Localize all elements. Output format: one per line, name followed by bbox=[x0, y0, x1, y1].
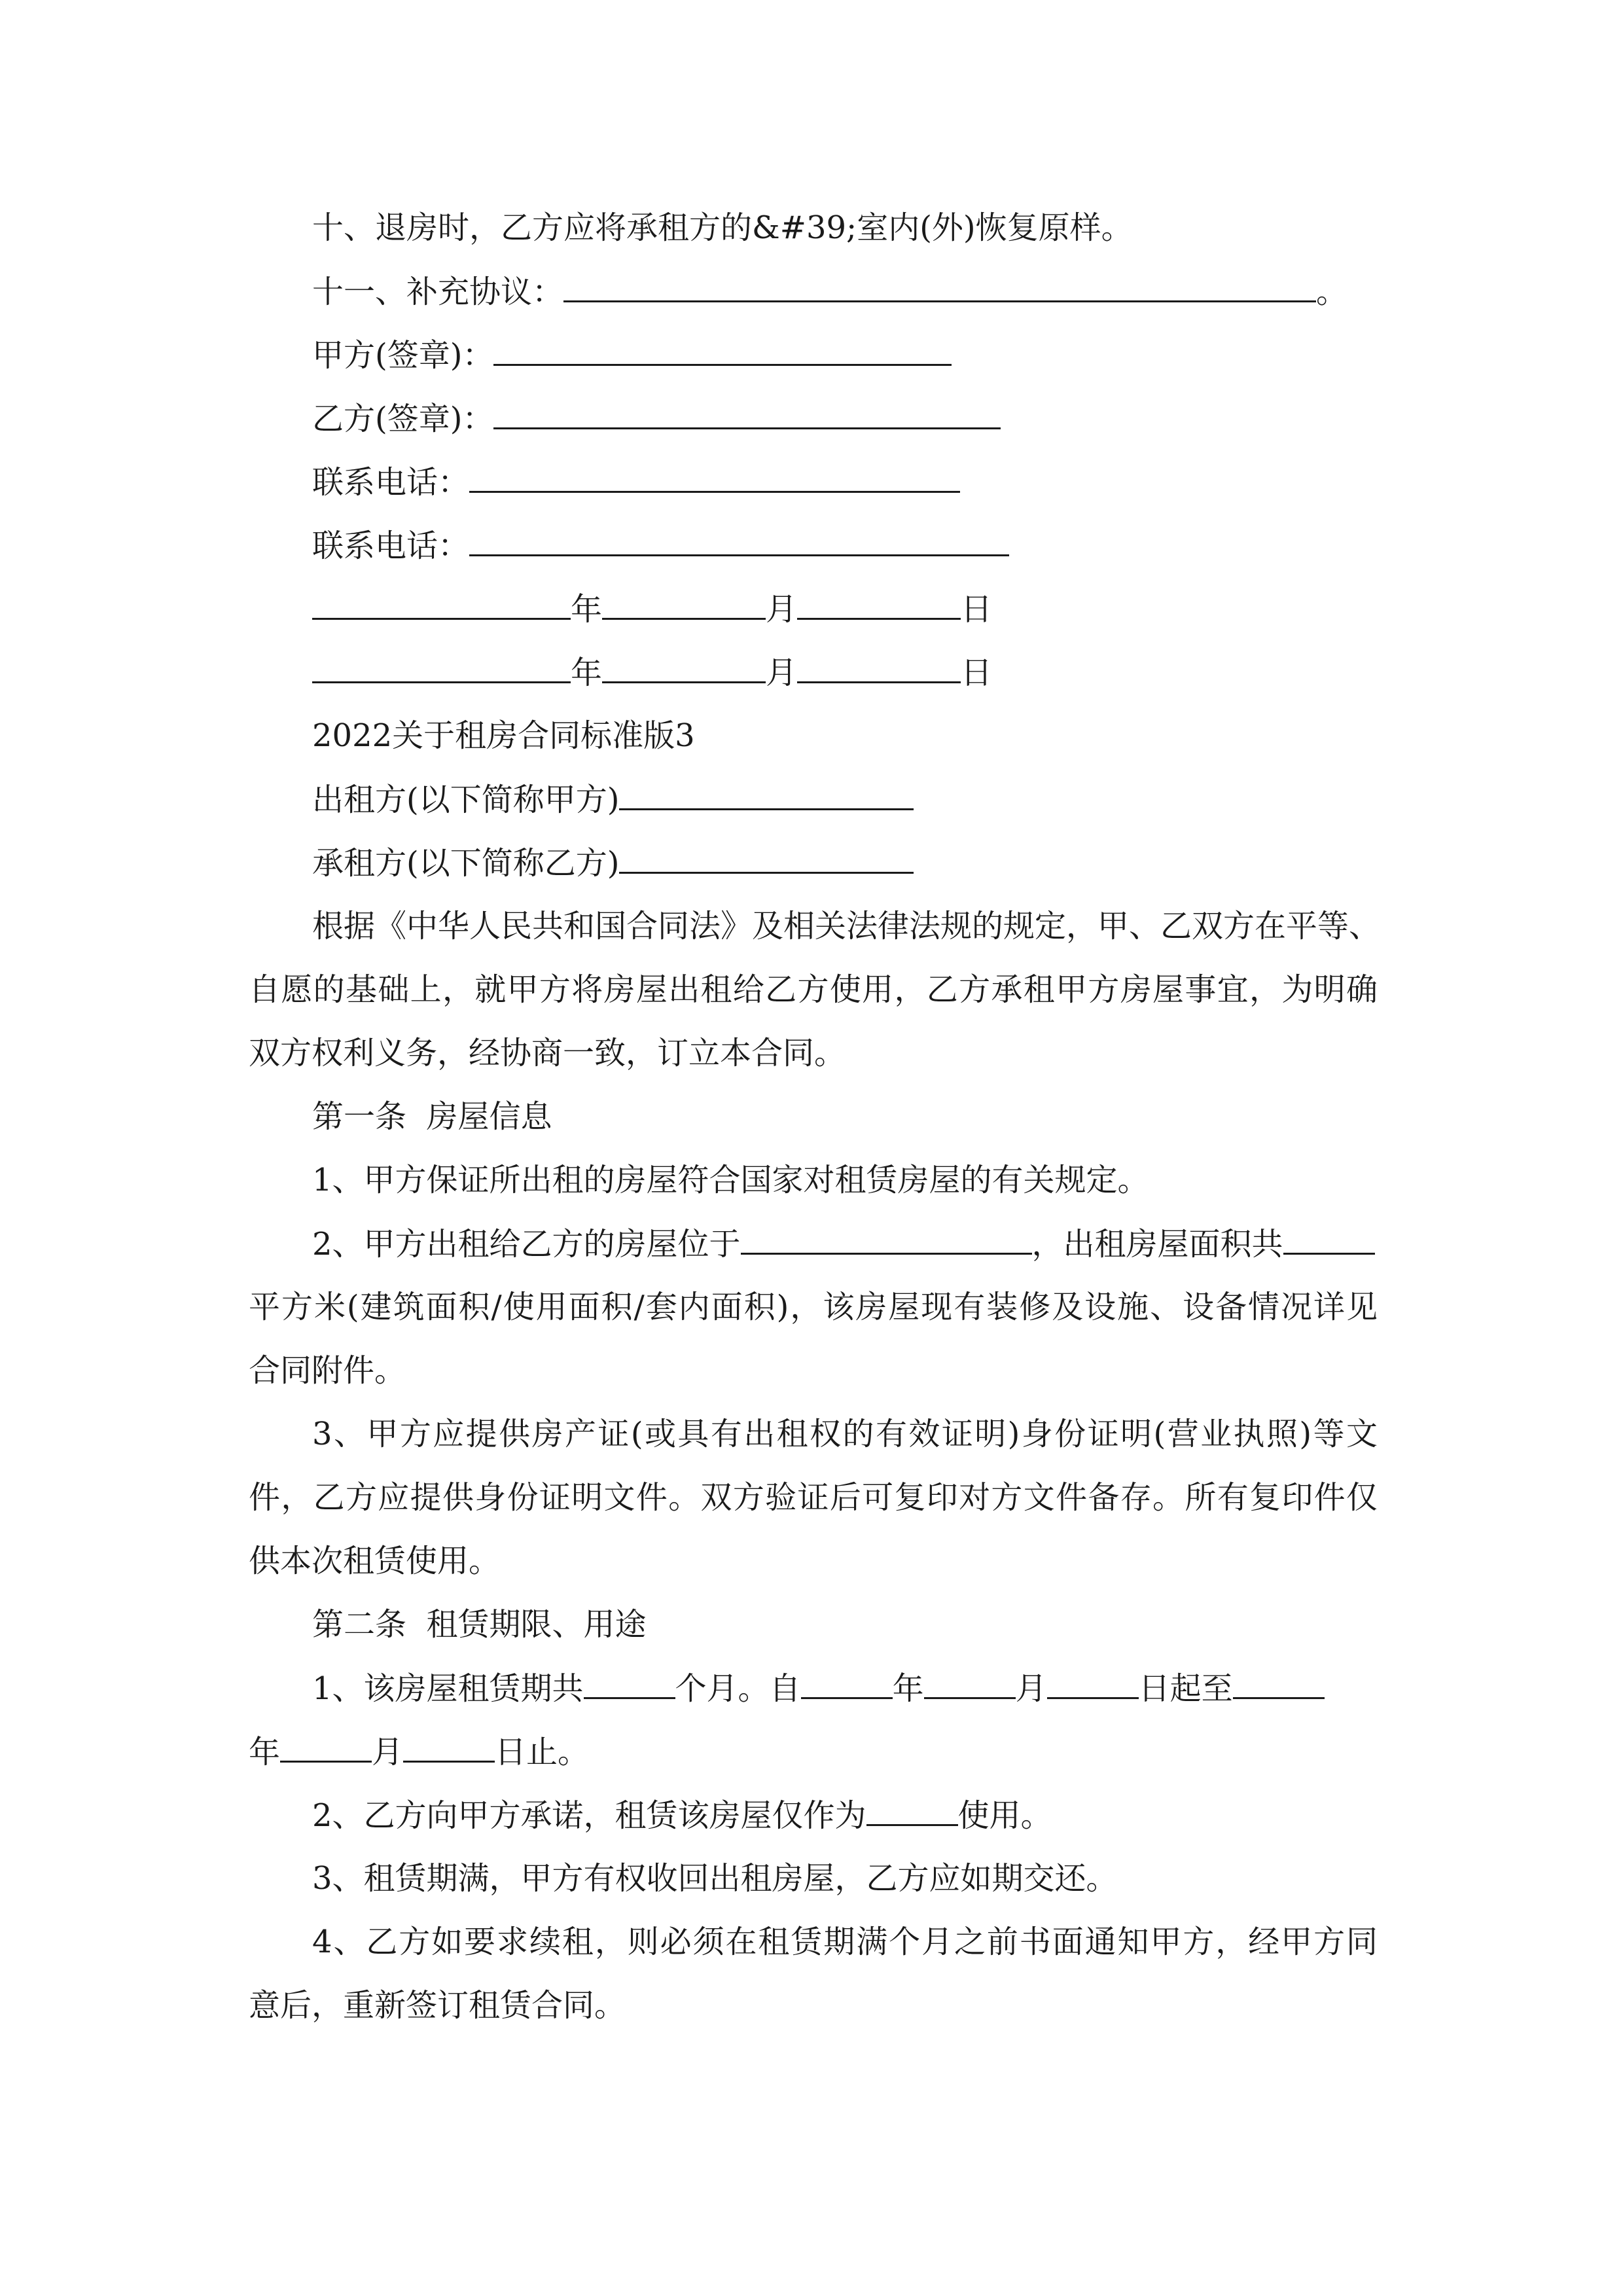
article-1-item-3-line-1: 3、甲方应提供房产证(或具有出租权的有效证明)身份证明(营业执照)等文 bbox=[312, 1416, 1378, 1452]
article-1-item-1: 1、甲方保证所出租的房屋符合国家对租赁房屋的有关规定。 bbox=[312, 1162, 1149, 1198]
lessee-blank[interactable] bbox=[619, 831, 914, 874]
article-2-item-2: 2、乙方向甲方承诺，租赁该房屋仅作为 使用。 bbox=[249, 1784, 1378, 1847]
date-line-2: 年 月 日 bbox=[249, 641, 1378, 704]
clause-11: 十一、补充协议： 。 bbox=[249, 260, 1378, 323]
clause-10: 十、退房时，乙方应将承租方的&#39;室内(外)恢复原样。 bbox=[312, 209, 1133, 246]
article-2-item-1-line-2: 年 月 日止。 bbox=[249, 1720, 1378, 1784]
article-2-item-4-line-2: 意后，重新签订租赁合同。 bbox=[249, 1987, 626, 2024]
phone-blank-1[interactable] bbox=[469, 450, 960, 493]
article-1-item-3-line-3: 供本次租赁使用。 bbox=[249, 1543, 501, 1579]
end-day-blank[interactable] bbox=[403, 1720, 495, 1763]
house-area-blank[interactable] bbox=[1283, 1212, 1375, 1255]
lessor-blank[interactable] bbox=[619, 768, 914, 810]
supplement-blank[interactable] bbox=[563, 260, 1316, 302]
article-2-title: 第二条 租赁期限、用途 bbox=[312, 1606, 647, 1643]
date-year-blank-1[interactable] bbox=[312, 577, 571, 620]
article-1-item-2-line-2: 平方米(建筑面积/使用面积/套内面积)，该房屋现有装修及设施、设备情况详见 bbox=[249, 1289, 1378, 1325]
date-line-1: 年 月 日 bbox=[249, 577, 1378, 641]
usage-blank[interactable] bbox=[866, 1784, 958, 1826]
article-2-item-3: 3、租赁期满，甲方有权收回出租房屋，乙方应如期交还。 bbox=[312, 1860, 1118, 1897]
date-day-blank-1[interactable] bbox=[797, 577, 961, 620]
article-1-title: 第一条 房屋信息 bbox=[312, 1098, 552, 1135]
party-b-signature-blank[interactable] bbox=[493, 387, 1001, 429]
date-month-blank-1[interactable] bbox=[602, 577, 766, 620]
lease-months-blank[interactable] bbox=[584, 1657, 675, 1699]
intro-paragraph-line-3: 双方权利义务，经协商一致，订立本合同。 bbox=[249, 1035, 846, 1071]
end-month-blank[interactable] bbox=[280, 1720, 372, 1763]
phone-line-2: 联系电话： bbox=[249, 514, 1378, 577]
intro-paragraph-line-1: 根据《中华人民共和国合同法》及相关法律法规的规定，甲、乙双方在平等、 bbox=[312, 908, 1381, 944]
house-location-blank[interactable] bbox=[741, 1212, 1032, 1255]
intro-paragraph-line-2: 自愿的基础上，就甲方将房屋出租给乙方使用，乙方承租甲方房屋事宜，为明确 bbox=[249, 971, 1378, 1008]
party-a-signature-blank[interactable] bbox=[493, 323, 952, 366]
date-year-blank-2[interactable] bbox=[312, 641, 571, 683]
start-year-blank[interactable] bbox=[801, 1657, 893, 1699]
article-2-item-4-line-1: 4、乙方如要求续租，则必须在租赁期满个月之前书面通知甲方，经甲方同 bbox=[312, 1924, 1378, 1960]
article-1-item-2-line-1: 2、甲方出租给乙方的房屋位于 ，出租房屋面积共 bbox=[249, 1212, 1378, 1276]
contract-heading: 2022关于租房合同标准版3 bbox=[312, 717, 695, 754]
start-day-blank[interactable] bbox=[1047, 1657, 1139, 1699]
article-1-item-3-line-2: 件，乙方应提供身份证明文件。双方验证后可复印对方文件备存。所有复印件仅 bbox=[249, 1479, 1378, 1516]
party-b-signature: 乙方(签章)： bbox=[249, 387, 1378, 450]
phone-line-1: 联系电话： bbox=[249, 450, 1378, 514]
lessor-line: 出租方(以下简称甲方) bbox=[249, 768, 1378, 831]
start-month-blank[interactable] bbox=[924, 1657, 1016, 1699]
article-2-item-1-line-1: 1、该房屋租赁期共 个月。自 年 月 日起至 bbox=[249, 1657, 1378, 1720]
party-a-signature: 甲方(签章)： bbox=[249, 323, 1378, 387]
article-1-item-2-line-3: 合同附件。 bbox=[249, 1352, 406, 1389]
date-month-blank-2[interactable] bbox=[602, 641, 766, 683]
date-day-blank-2[interactable] bbox=[797, 641, 961, 683]
end-year-blank[interactable] bbox=[1233, 1657, 1325, 1699]
lessee-line: 承租方(以下简称乙方) bbox=[249, 831, 1378, 895]
phone-blank-2[interactable] bbox=[469, 514, 1009, 556]
